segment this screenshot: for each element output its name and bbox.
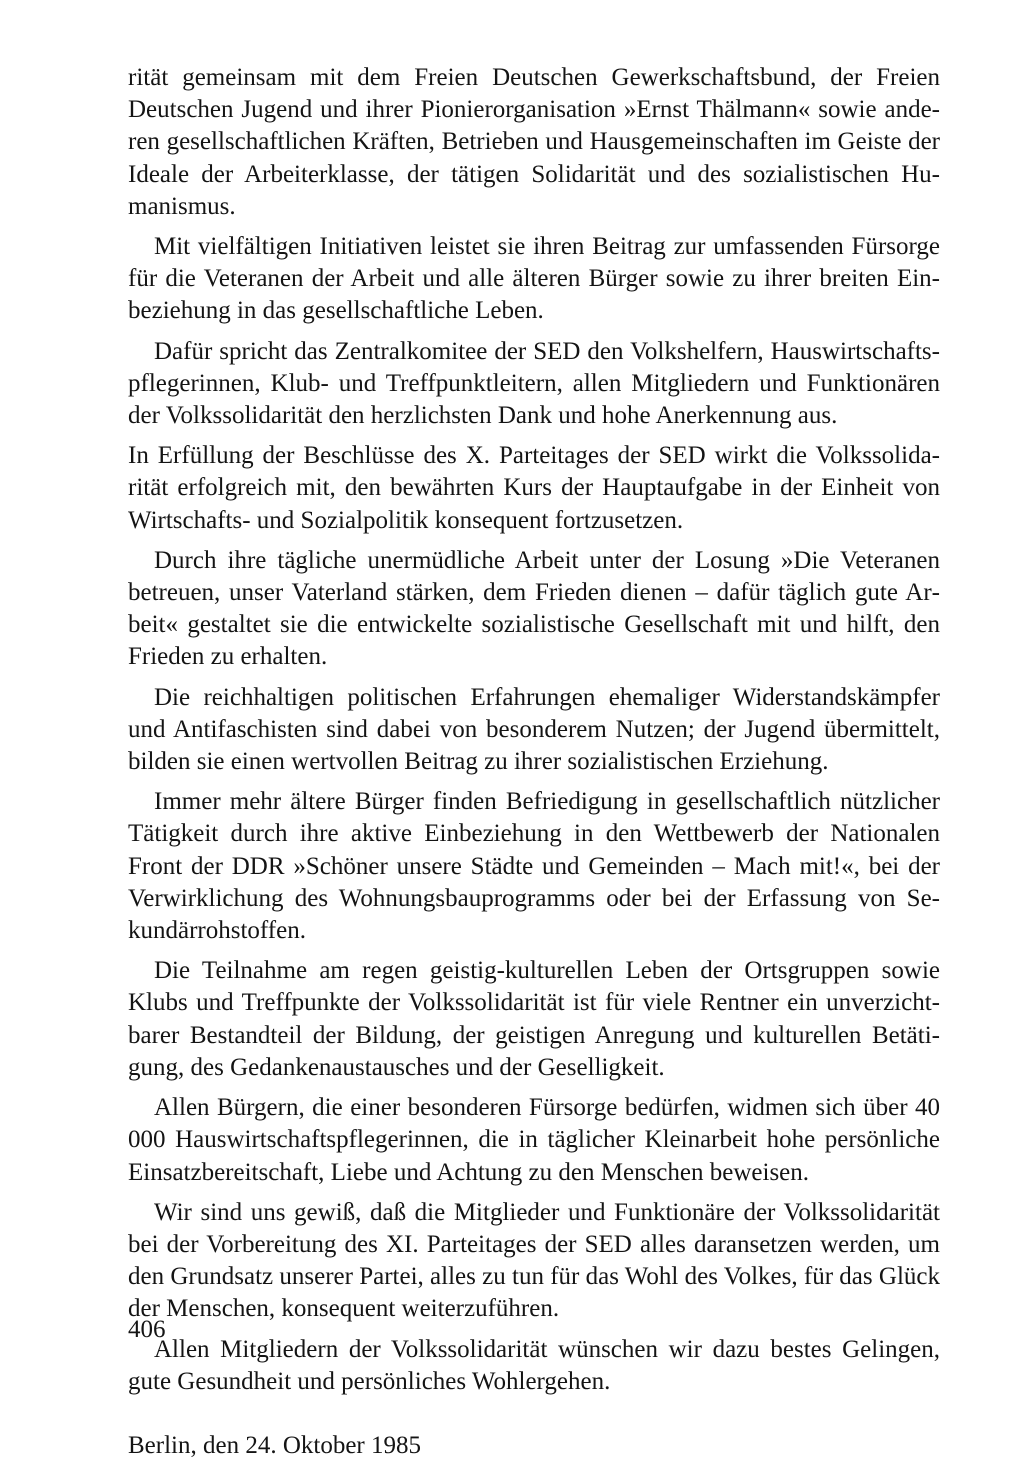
paragraph-slogan: Durch ihre tägliche unermüdliche Arbeit unter der Losung »Die Veteranen betreuen, unser Vaterland stärken, dem Frieden dienen – dafür täglich gute Arbeit« gestaltet sie die entwickelte sozialistische Gesellschaft mit und hilft, den Frieden zu erhalten. xyxy=(128,546,940,671)
paragraph-initiatives: Mit vielfältigen Initiativen leistet sie ihren Beitrag zur umfassenden Fürsorge für die Veteranen der Arbeit und alle älteren Bürger sowie zu ihrer breiten Einbeziehung in das gesellschaftliche Leben. xyxy=(128,233,940,325)
paragraph-thanks: Dafür spricht das Zentralkomitee der SED den Volkshelfern, Hauswirtschaftspflegerinnen, Klub- und Treffpunktleitern, allen Mitgliedern und Funktionären der Volkssolidarität den herzlichsten Dank und hohe Anerkennung aus. xyxy=(128,337,940,430)
paragraph-conviction: Wir sind uns gewiß, daß die Mitglieder und Funktionäre der Volkssolidarität bei der Vorbereitung des XI. Parteitages der SED alles daransetzen werden, um den Grundsatz unserer Partei, alles zu tun für das Wohl des Volkes, für das Glück der Menschen, konsequent weiterzuführen. xyxy=(128,1198,940,1323)
paragraph-wishes: Allen Mitgliedern der Volkssolidarität wünschen wir dazu bestes Gelingen, gute Gesundheit und persönliches Wohlergehen. xyxy=(128,1335,940,1395)
paragraph-party-congress: In Erfüllung der Beschlüsse des X. Parteitages der SED wirkt die Volkssolidarität erfolgreich mit, den bewährten Kurs der Hauptaufgabe in der Einheit von Wirtschafts- und Sozialpolitik konsequent fortzusetzen. xyxy=(128,442,940,534)
paragraph-resistance: Die reichhaltigen politischen Erfahrungen ehemaliger Widerstandskämpfer und Antifaschisten sind dabei von besonderem Nutzen; der Jugend übermittelt, bilden sie einen wertvollen Beitrag zu ihrer sozialistischen Erziehung. xyxy=(128,683,940,776)
paragraph-older-citizens: Immer mehr ältere Bürger finden Befriedigung in gesellschaftlich nützlicher Tätigkeit durch ihre aktive Einbeziehung in den Wettbewerb der Nationalen Front der DDR »Schöner unsere Städte und Gemeinden – Mach mit!«, bei der Verwirklichung des Wohnungsbauprogramms oder bei der Erfassung von Sekundärrohstoffen. xyxy=(128,788,940,945)
paragraph-care: Allen Bürgern, die einer besonderen Fürsorge bedürfen, widmen sich über 40 000 Hauswirtschaftspflegerinnen, die in täglicher Kleinarbeit hohe persönliche Einsatzbereitschaft, Liebe und Achtung zu den Menschen beweisen. xyxy=(128,1094,940,1186)
page-number: 406 xyxy=(128,1316,166,1343)
dateline: Berlin, den 24. Oktober 1985 xyxy=(128,1431,422,1459)
paragraph-cultural-life: Die Teilnahme am regen geistig-kulturellen Leben der Ortsgruppen sowie Klubs und Treffpunkte der Volkssolidarität ist für viele Rentner ein unverzichtbarer Bestandteil der Bildung, der geistigen Anregung und kulturellen Betätigung, des Gedankenaustausches und der Geselligkeit. xyxy=(128,957,940,1081)
paragraph-continuation: rität gemeinsam mit dem Freien Deutschen Gewerkschaftsbund, der Freien Deutschen Jugend und ihrer Pionierorganisation »Ernst Thälmann« sowie anderen gesellschaftlichen Kräften, Betrieben und Hausgemeinschaften im Geiste der Ideale der Arbeiterklasse, der tätigen Solidarität und des sozialistischen Humanismus. xyxy=(128,64,940,220)
document-body xyxy=(128,62,940,1462)
